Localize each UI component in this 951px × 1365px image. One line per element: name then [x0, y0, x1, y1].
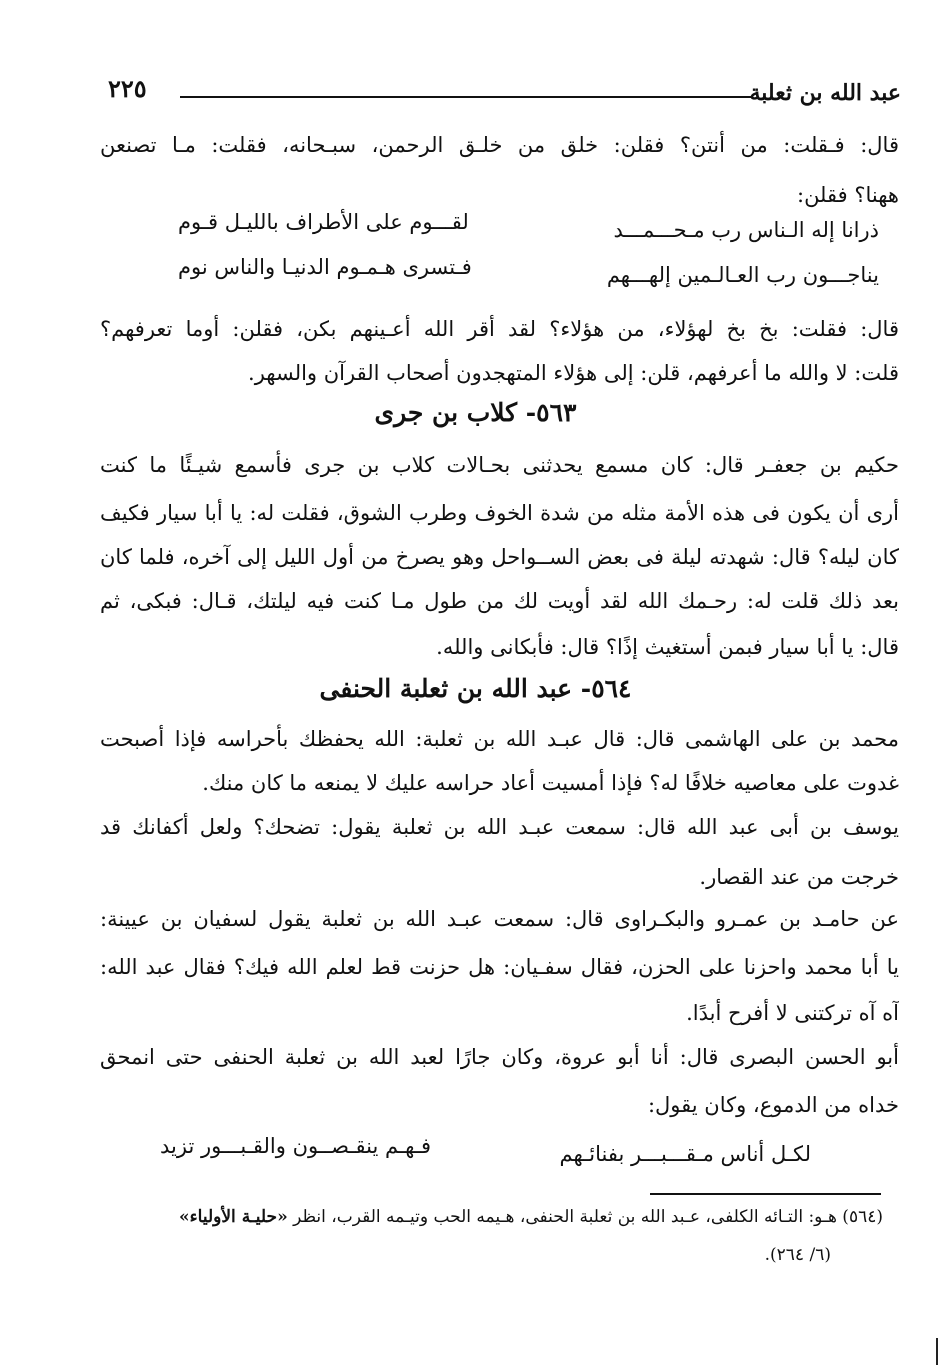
text-line: آه آه تركتنى لا أفرح أبدًا.	[686, 1001, 899, 1025]
text-line: عن حامـد بن عمـرو والبكـراوى قال: سمعت عبـد الله بن ثعلبة يقول لسفيان بن عيينة:	[100, 907, 899, 931]
verse-hemistich-left: لقـــوم على الأطراف بالليـل قـوم	[178, 210, 469, 234]
text-line: قلت: لا والله ما أعرفهم، قلن: إلى هؤلاء المتهجدون أصحاب القرآن والسهر.	[248, 361, 899, 385]
text-line: حكيم بن جعفـر قال: كان مسمع يحدثنى بحـالات كلاب بن جرى فأسمع شيـئًا ما كنت	[100, 453, 899, 477]
text-line: بعد ذلك قلت له: رحـمك الله لقد أويت لك من طول مـا كنت فيه ليلتك، قـال: فبكى، ثم	[100, 589, 899, 613]
header-rule	[180, 96, 751, 98]
text-line: أرى أن يكون فى هذه الأمة مثله من شدة الخوف وطرب الشوق، فقلت له: يا أبا سيار فكيف	[100, 501, 899, 525]
text-line: غدوت على معاصيه خلافًا له؟ فإذا أمسيت أعاد حراسه عليك لا يمنعه ما كان منك.	[202, 771, 899, 795]
page-header	[108, 74, 901, 114]
footnote-rule	[650, 1193, 881, 1195]
scan-edge-mark	[936, 1338, 938, 1365]
text-line: محمد بن على الهاشمى قال: قال عبـد الله بن ثعلبة: الله يحفظك بأحراسه فإذا أصبحت	[100, 727, 899, 751]
text-line: قال: فقلت: بخ بخ لهؤلاء، من هؤلاء؟ لقد أقر الله أعـينهم بكن، فقلن: أوما تعرفهم؟	[100, 317, 899, 341]
section-heading: ٥٦٤- عبد الله بن ثعلبة الحنفى	[319, 674, 632, 703]
footnote-ref: (٦/ ٢٦٤).	[764, 1245, 831, 1265]
page-number: ٢٢٥	[108, 74, 147, 103]
footnote-text: (٥٦٤) هـو: التـائه الكلفى، عـبد الله بن ثعلبة الحنفى، هـيمه الحب وتيـمه القرب، انظر	[293, 1207, 883, 1227]
text-line: يا أبا محمد واحزنا على الحزن، فقال سفـيان: هل حزنت قط لعلم الله فيك؟ فقال عبد الله:	[100, 955, 899, 979]
footnote-source: «حليـة الأولياء»	[179, 1207, 288, 1227]
text-line: خداه من الدموع، وكان يقول:	[647, 1093, 899, 1117]
text-line: أبو الحسن البصرى قال: أنا أبو عروة، وكان جارًا لعبد الله بن ثعلبة الحنفى حتى انمحق	[100, 1045, 899, 1069]
text-line: قال: فـقلت: من أنتن؟ فقلن: خلق من خلـق الرحمن، سبـحانه، فقلت: مـا تصنعن	[100, 133, 899, 157]
footnote	[86, 1204, 883, 1230]
verse-hemistich-right: لكـل أناس مـقـــبـــر بفنائـهم	[559, 1142, 811, 1166]
text-line: قال: يا أبا سيار فبمن أستغيث إذًا؟ قال: فأبكانى والله.	[436, 635, 899, 659]
verse-hemistich-right: يناجـــون رب العـالـمين إلهـــهم	[606, 263, 879, 287]
verse-hemistich-left: فـهـم ينقـصــون والقـبـــور تزيد	[160, 1134, 432, 1158]
text-line: خرجت من عند القصار.	[699, 865, 899, 889]
text-line: ههنا؟ فقلن:	[797, 183, 899, 207]
section-heading: ٥٦٣- كلاب بن جرى	[374, 398, 577, 427]
running-title: عبد الله بن ثعلبة	[749, 80, 901, 106]
verse-hemistich-left: فـتسرى هـمـوم الدنيـا والناس نوم	[178, 255, 472, 279]
text-line: يوسف بن أبى عبد الله قال: سمعت عبـد الله بن ثعلبة يقول: تضحك؟ ولعل أكفانك قد	[100, 815, 899, 839]
text-line: كان ليله؟ قال: شهدته ليلة فى بعض الســواحل وهو يصرخ من أول الليل إلى آخره، فلما كان	[100, 545, 899, 569]
verse-hemistich-right: ذرانا إله الـناس رب مـحـــمـــد	[613, 218, 879, 242]
